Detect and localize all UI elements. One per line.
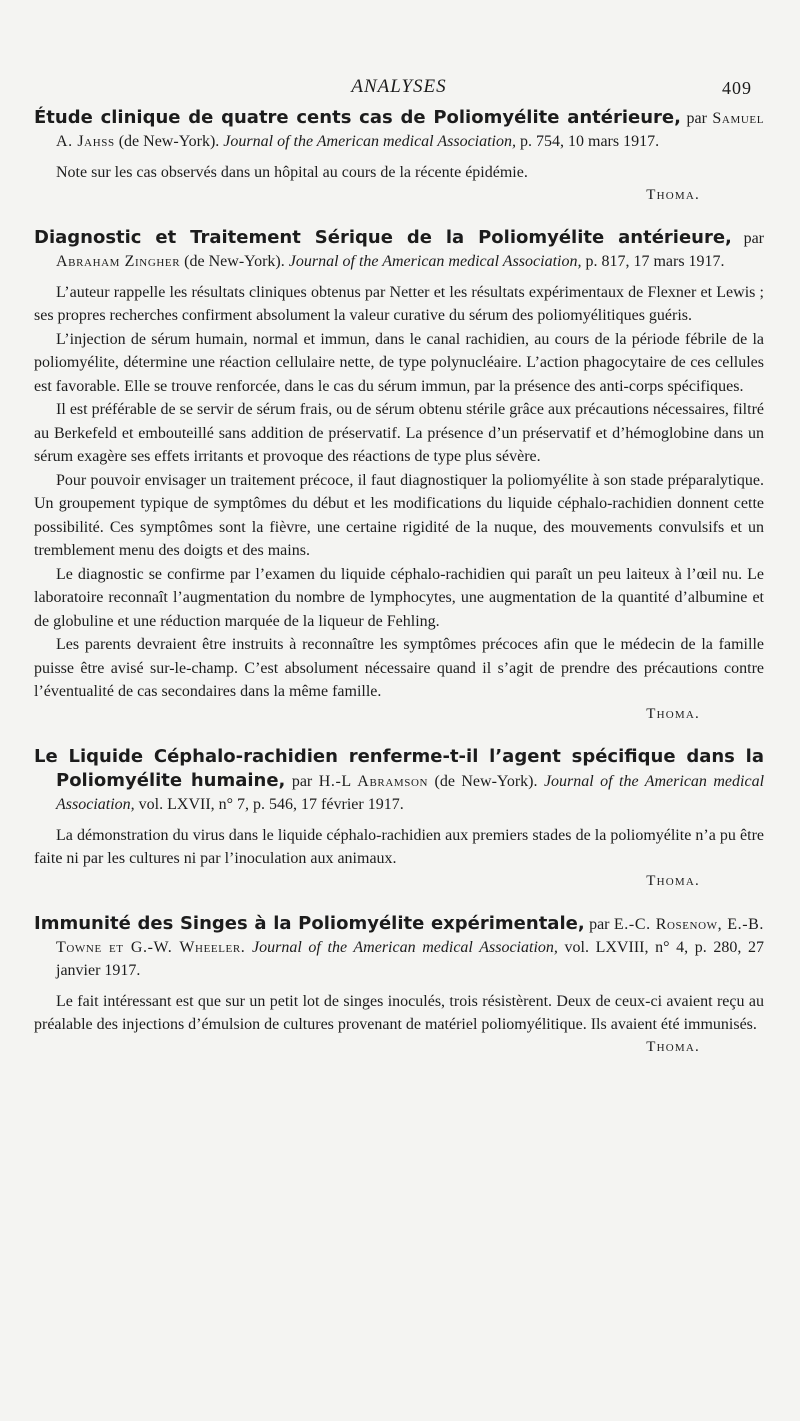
entry-location: (de New-York).	[434, 772, 538, 790]
entry-heading	[34, 745, 764, 816]
running-header	[34, 70, 764, 106]
entry-author: E.-C. Rosenow, E.-B. Towne et G.-W. Wheeler.	[56, 915, 764, 956]
entry-reference: p. 754, 10 mars 1917.	[520, 133, 660, 150]
entry-journal: Journal of the American medical Association,	[223, 133, 516, 150]
entry-title: Étude clinique de quatre cents cas de Poliomyélite antérieure,	[34, 107, 681, 128]
entry-paragraph: Le diagnostic se confirme par l’examen du liquide céphalo-rachidien qui paraît un peu laiteux à l’œil nu. Le laboratoire reconnaît l’augmentation du nombre de lymphocytes, une augmentation de la quantité d’albumine et de globuline et une réduction marquée de la liqueur de Fehling.	[34, 565, 764, 630]
abstract-entry	[34, 745, 764, 890]
entry-heading	[34, 226, 764, 273]
entry-paragraph: L’auteur rappelle les résultats cliniques obtenus par Netter et les résultats expérimentaux de Flexner et Lewis ; ses propres recherches confirment absolument la valeur curative du sérum des poliomyélitiques guéris.	[34, 283, 764, 324]
entry-paragraph: Pour pouvoir envisager un traitement précoce, il faut diagnostiquer la poliomyélite à son stade préparalytique. Un groupement typique de symptômes du début et les modifications du liquide céphalo-rachidien donnent cette possibilité. Ces symptômes sont la fièvre, une certaine rigidité de la nuque, des mouvements convulsifs et un tremblement menu des doigts et des mains.	[34, 471, 764, 559]
entry-reference: vol. LXVIII, n° 4, p. 280, 27 janvier 1917.	[56, 938, 765, 979]
entry-paragraph: Le fait intéressant est que sur un petit lot de singes inoculés, trois résistèrent. Deux de ceux-ci avaient reçu au préalable des injections d’émulsion de cultures provenant de matériel poliomyélitique. Ils avaient été immunisés.	[34, 992, 764, 1033]
entry-heading	[34, 912, 764, 982]
entry-author: H.-L Abramson	[318, 772, 429, 790]
entry-journal: Journal of the American medical Association,	[56, 772, 765, 813]
entry-paragraph: La démonstration du virus dans le liquide céphalo-rachidien aux premiers stades de la poliomyélite n’a pu être faite ni par les cultures ni par l’inoculation aux animaux.	[34, 826, 764, 867]
abstract-entry	[34, 226, 764, 723]
entry-heading	[34, 106, 764, 153]
entry-by: par	[743, 229, 765, 247]
entry-title: Immunité des Singes à la Poliomyélite expérimentale,	[34, 912, 585, 934]
entry-signature: Thoma.	[646, 186, 700, 203]
running-title: ANALYSES	[351, 76, 447, 97]
journal-page	[34, 70, 764, 1078]
entry-paragraph: Il est préférable de se servir de sérum frais, ou de sérum obtenu stérile grâce aux précautions nécessaires, filtré au Berkefeld et embouteillé sans addition de préservatif. La présence d’un préservatif et d’hémoglobine dans un sérum exagère ses effets irritants et provoque des réactions de type plus sévère.	[34, 401, 764, 465]
entry-reference: p. 817, 17 mars 1917.	[585, 252, 725, 270]
entry-journal: Journal of the American medical Association,	[288, 252, 582, 270]
entry-paragraph: L’injection de sérum humain, normal et immun, dans le canal rachidien, au cours de la période fébrile de la poliomyélite, détermine une réaction cellulaire nette, de type polynucléaire. L’action phagocytaire de ces cellules est favorable. Elle se trouve renforcée, dans le cas du sérum immun, par la présence des anti-corps spécifiques.	[34, 330, 764, 395]
abstract-entry	[34, 106, 764, 204]
entry-author: Abraham Zingher	[56, 252, 181, 270]
entry-journal: Journal of the American medical Association,	[252, 938, 558, 956]
entry-signature: Thoma.	[646, 1038, 700, 1055]
entry-title: Le Liquide Céphalo-rachidien renferme-t-il l’agent spécifique dans la Poliomyélite humaine,	[34, 745, 764, 791]
entry-signature: Thoma.	[646, 872, 700, 889]
page-number: 409	[722, 78, 752, 98]
entry-by: par	[589, 915, 610, 933]
entry-location: (de New-York).	[184, 252, 285, 270]
entry-author: Samuel A. Jahss	[56, 110, 765, 150]
entry-by: par	[291, 772, 313, 790]
entry-by: par	[686, 110, 707, 127]
entry-location: (de New-York).	[118, 133, 220, 150]
entry-paragraph: Les parents devraient être instruits à reconnaître les symptômes précoces afin que le médecin de la famille puisse être avisé sur-le-champ. C’est absolument nécessaire quand il s’agit de prendre des précautions contre l’éventualité de cas secondaires dans la même famille.	[34, 636, 764, 700]
entry-signature: Thoma.	[646, 705, 700, 722]
entry-reference: vol. LXVII, n° 7, p. 546, 17 février 1917.	[138, 795, 404, 813]
abstract-entry	[34, 912, 764, 1056]
entry-title: Diagnostic et Traitement Sérique de la Poliomyélite antérieure,	[34, 226, 732, 248]
entry-paragraph: Note sur les cas observés dans un hôpital au cours de la récente épidémie.	[56, 164, 528, 181]
